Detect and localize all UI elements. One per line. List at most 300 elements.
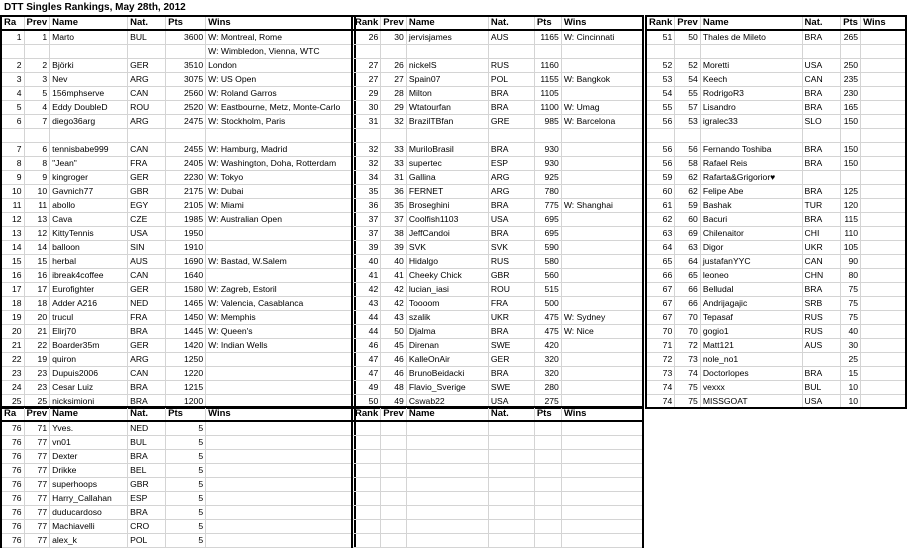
cell-pts[interactable]: 105: [841, 240, 861, 254]
cell-nat[interactable]: CAN: [128, 366, 166, 380]
cell-pts[interactable]: 1200: [166, 394, 206, 408]
cell-pts[interactable]: 265: [841, 30, 861, 44]
column-header-nat[interactable]: Nat.: [802, 16, 841, 30]
cell-name[interactable]: Drikke: [50, 463, 128, 477]
cell-rank[interactable]: 46: [352, 338, 381, 352]
cell-nat[interactable]: ESP: [488, 156, 534, 170]
cell-name[interactable]: Elirj70: [50, 324, 128, 338]
cell-nat[interactable]: [802, 44, 841, 58]
cell-prev[interactable]: 33: [381, 142, 407, 156]
cell-rank[interactable]: [352, 491, 381, 505]
cell-nat[interactable]: BRA: [802, 86, 841, 100]
cell-name[interactable]: [406, 128, 488, 142]
cell-nat[interactable]: [128, 44, 166, 58]
cell-pts[interactable]: 5: [166, 421, 206, 435]
cell-rank[interactable]: 29: [352, 86, 381, 100]
cell-wins[interactable]: [561, 449, 643, 463]
cell-name[interactable]: Matt121: [700, 338, 802, 352]
cell-rank[interactable]: 27: [352, 58, 381, 72]
cell-wins[interactable]: [561, 519, 643, 533]
cell-rank[interactable]: 7: [1, 142, 24, 156]
cell-rank[interactable]: 37: [352, 226, 381, 240]
cell-name[interactable]: alex_k: [50, 533, 128, 547]
cell-prev[interactable]: 62: [675, 184, 701, 198]
cell-rank[interactable]: 39: [352, 240, 381, 254]
cell-rank[interactable]: 25: [1, 394, 24, 408]
cell-wins[interactable]: W: Zagreb, Estoril: [206, 282, 355, 296]
cell-pts[interactable]: 1580: [166, 282, 206, 296]
cell-prev[interactable]: 4: [24, 100, 50, 114]
cell-wins[interactable]: [206, 240, 355, 254]
cell-prev[interactable]: 52: [675, 58, 701, 72]
cell-prev[interactable]: 56: [675, 142, 701, 156]
column-header-prev[interactable]: Prev: [675, 16, 701, 30]
cell-pts[interactable]: 1215: [166, 380, 206, 394]
cell-name[interactable]: [406, 519, 488, 533]
cell-prev[interactable]: [381, 477, 407, 491]
cell-wins[interactable]: [561, 240, 643, 254]
cell-wins[interactable]: [861, 380, 906, 394]
cell-rank[interactable]: [646, 44, 675, 58]
cell-pts[interactable]: 1465: [166, 296, 206, 310]
cell-pts[interactable]: 925: [534, 170, 561, 184]
cell-name[interactable]: [406, 44, 488, 58]
cell-pts[interactable]: 5: [166, 463, 206, 477]
cell-name[interactable]: Digor: [700, 240, 802, 254]
cell-prev[interactable]: 18: [24, 296, 50, 310]
cell-nat[interactable]: USA: [128, 226, 166, 240]
cell-wins[interactable]: W: Washington, Doha, Rotterdam: [206, 156, 355, 170]
cell-rank[interactable]: 15: [1, 254, 24, 268]
column-header-prev[interactable]: Prev: [381, 407, 407, 421]
cell-prev[interactable]: 17: [24, 282, 50, 296]
cell-nat[interactable]: [128, 128, 166, 142]
cell-name[interactable]: quiron: [50, 352, 128, 366]
cell-nat[interactable]: BRA: [802, 30, 841, 44]
cell-prev[interactable]: 3: [24, 72, 50, 86]
cell-nat[interactable]: TUR: [802, 198, 841, 212]
cell-name[interactable]: Cswab22: [406, 394, 488, 408]
cell-prev[interactable]: 77: [24, 519, 50, 533]
cell-wins[interactable]: [561, 463, 643, 477]
cell-nat[interactable]: BRA: [802, 142, 841, 156]
cell-name[interactable]: Gavnich77: [50, 184, 128, 198]
cell-prev[interactable]: 26: [381, 58, 407, 72]
cell-pts[interactable]: 110: [841, 226, 861, 240]
cell-prev[interactable]: 30: [381, 30, 407, 44]
cell-pts[interactable]: 780: [534, 184, 561, 198]
cell-pts[interactable]: 1445: [166, 324, 206, 338]
cell-name[interactable]: vexxx: [700, 380, 802, 394]
cell-name[interactable]: 156mphserve: [50, 86, 128, 100]
cell-prev[interactable]: 28: [381, 86, 407, 100]
cell-pts[interactable]: 985: [534, 114, 561, 128]
cell-prev[interactable]: 35: [381, 198, 407, 212]
cell-rank[interactable]: 67: [646, 282, 675, 296]
cell-wins[interactable]: [861, 338, 906, 352]
cell-rank[interactable]: 63: [646, 226, 675, 240]
column-header-wins[interactable]: Wins: [561, 16, 643, 30]
cell-rank[interactable]: 76: [1, 421, 24, 435]
cell-name[interactable]: duducardoso: [50, 505, 128, 519]
cell-pts[interactable]: 2230: [166, 170, 206, 184]
column-header-name[interactable]: Name: [700, 16, 802, 30]
cell-pts[interactable]: 125: [841, 184, 861, 198]
cell-name[interactable]: Adder A216: [50, 296, 128, 310]
cell-name[interactable]: "Jean": [50, 156, 128, 170]
cell-rank[interactable]: 14: [1, 240, 24, 254]
cell-wins[interactable]: [861, 156, 906, 170]
cell-prev[interactable]: 70: [675, 310, 701, 324]
column-header-wins[interactable]: Wins: [561, 407, 643, 421]
cell-wins[interactable]: W: Roland Garros: [206, 86, 355, 100]
cell-name[interactable]: diego36arg: [50, 114, 128, 128]
cell-name[interactable]: Doctorlopes: [700, 366, 802, 380]
cell-rank[interactable]: 22: [1, 352, 24, 366]
cell-pts[interactable]: 590: [534, 240, 561, 254]
cell-prev[interactable]: 65: [675, 268, 701, 282]
cell-wins[interactable]: [206, 519, 355, 533]
cell-prev[interactable]: 7: [24, 114, 50, 128]
cell-rank[interactable]: [1, 44, 24, 58]
column-header-pts[interactable]: Pts: [166, 407, 206, 421]
cell-wins[interactable]: [861, 30, 906, 44]
cell-pts[interactable]: 475: [534, 324, 561, 338]
cell-prev[interactable]: 59: [675, 198, 701, 212]
cell-name[interactable]: [700, 128, 802, 142]
cell-name[interactable]: jervisjames: [406, 30, 488, 44]
cell-pts[interactable]: 5: [166, 491, 206, 505]
cell-prev[interactable]: [381, 128, 407, 142]
cell-prev[interactable]: 31: [381, 170, 407, 184]
cell-prev[interactable]: 64: [675, 254, 701, 268]
cell-name[interactable]: [50, 44, 128, 58]
cell-wins[interactable]: W: Umag: [561, 100, 643, 114]
cell-wins[interactable]: [561, 338, 643, 352]
cell-name[interactable]: Bashak: [700, 198, 802, 212]
cell-pts[interactable]: 120: [841, 198, 861, 212]
cell-wins[interactable]: W: Indian Wells: [206, 338, 355, 352]
cell-nat[interactable]: ARG: [128, 72, 166, 86]
cell-pts[interactable]: [534, 435, 561, 449]
cell-nat[interactable]: BRA: [488, 324, 534, 338]
cell-prev[interactable]: [381, 449, 407, 463]
cell-pts[interactable]: [841, 128, 861, 142]
cell-rank[interactable]: 49: [352, 380, 381, 394]
cell-rank[interactable]: 6: [1, 114, 24, 128]
cell-rank[interactable]: 20: [1, 324, 24, 338]
cell-prev[interactable]: [675, 44, 701, 58]
cell-prev[interactable]: 14: [24, 240, 50, 254]
cell-pts[interactable]: 1155: [534, 72, 561, 86]
cell-pts[interactable]: 1220: [166, 366, 206, 380]
cell-wins[interactable]: [861, 100, 906, 114]
cell-rank[interactable]: 1: [1, 30, 24, 44]
cell-pts[interactable]: [841, 170, 861, 184]
cell-nat[interactable]: BRA: [128, 449, 166, 463]
cell-wins[interactable]: [206, 226, 355, 240]
cell-wins[interactable]: [561, 282, 643, 296]
cell-wins[interactable]: [206, 449, 355, 463]
cell-nat[interactable]: AUS: [802, 338, 841, 352]
cell-wins[interactable]: [861, 296, 906, 310]
cell-pts[interactable]: 1420: [166, 338, 206, 352]
cell-prev[interactable]: 53: [675, 114, 701, 128]
cell-rank[interactable]: 24: [1, 380, 24, 394]
cell-nat[interactable]: [488, 44, 534, 58]
cell-rank[interactable]: 32: [352, 142, 381, 156]
cell-prev[interactable]: 13: [24, 212, 50, 226]
cell-name[interactable]: Bacuri: [700, 212, 802, 226]
cell-name[interactable]: FERNET: [406, 184, 488, 198]
cell-prev[interactable]: 1: [24, 30, 50, 44]
column-header-wins[interactable]: Wins: [206, 407, 355, 421]
cell-nat[interactable]: SRB: [802, 296, 841, 310]
cell-nat[interactable]: [802, 170, 841, 184]
cell-prev[interactable]: 19: [24, 352, 50, 366]
cell-wins[interactable]: [861, 128, 906, 142]
cell-name[interactable]: [406, 435, 488, 449]
cell-nat[interactable]: [488, 435, 534, 449]
cell-pts[interactable]: [166, 44, 206, 58]
cell-name[interactable]: [700, 44, 802, 58]
cell-wins[interactable]: [561, 352, 643, 366]
cell-nat[interactable]: [488, 491, 534, 505]
cell-pts[interactable]: 560: [534, 268, 561, 282]
cell-prev[interactable]: 48: [381, 380, 407, 394]
cell-prev[interactable]: 23: [24, 380, 50, 394]
cell-pts[interactable]: 90: [841, 254, 861, 268]
cell-pts[interactable]: 1160: [534, 58, 561, 72]
cell-rank[interactable]: [352, 435, 381, 449]
cell-rank[interactable]: [352, 128, 381, 142]
cell-pts[interactable]: 420: [534, 338, 561, 352]
cell-nat[interactable]: BUL: [802, 380, 841, 394]
cell-name[interactable]: tennisbabe999: [50, 142, 128, 156]
cell-name[interactable]: Belludal: [700, 282, 802, 296]
cell-nat[interactable]: [802, 352, 841, 366]
cell-name[interactable]: [406, 505, 488, 519]
cell-name[interactable]: szalik: [406, 310, 488, 324]
cell-wins[interactable]: [561, 226, 643, 240]
cell-rank[interactable]: 9: [1, 170, 24, 184]
cell-wins[interactable]: [861, 394, 906, 408]
cell-prev[interactable]: 77: [24, 477, 50, 491]
cell-prev[interactable]: 55: [675, 86, 701, 100]
cell-wins[interactable]: W: US Open: [206, 72, 355, 86]
cell-rank[interactable]: 23: [1, 366, 24, 380]
cell-nat[interactable]: [488, 477, 534, 491]
cell-pts[interactable]: 5: [166, 449, 206, 463]
cell-pts[interactable]: [534, 128, 561, 142]
cell-rank[interactable]: 32: [352, 156, 381, 170]
cell-name[interactable]: [406, 463, 488, 477]
cell-name[interactable]: Björki: [50, 58, 128, 72]
column-header-pts[interactable]: Pts: [534, 407, 561, 421]
cell-rank[interactable]: 52: [646, 58, 675, 72]
cell-pts[interactable]: [534, 491, 561, 505]
cell-nat[interactable]: FRA: [128, 310, 166, 324]
column-header-name[interactable]: Name: [406, 407, 488, 421]
cell-wins[interactable]: [206, 491, 355, 505]
cell-pts[interactable]: 5: [166, 435, 206, 449]
column-header-pts[interactable]: Pts: [534, 16, 561, 30]
cell-pts[interactable]: 1640: [166, 268, 206, 282]
cell-rank[interactable]: 37: [352, 212, 381, 226]
cell-rank[interactable]: 12: [1, 212, 24, 226]
cell-wins[interactable]: W: Barcelona: [561, 114, 643, 128]
cell-nat[interactable]: [488, 519, 534, 533]
column-header-rank[interactable]: Ra: [1, 16, 24, 30]
cell-pts[interactable]: 250: [841, 58, 861, 72]
cell-prev[interactable]: 33: [381, 156, 407, 170]
cell-name[interactable]: Moretti: [700, 58, 802, 72]
cell-name[interactable]: Boarder35m: [50, 338, 128, 352]
cell-prev[interactable]: 21: [24, 324, 50, 338]
cell-nat[interactable]: ROU: [128, 100, 166, 114]
cell-name[interactable]: Fernando Toshiba: [700, 142, 802, 156]
cell-pts[interactable]: 2105: [166, 198, 206, 212]
cell-prev[interactable]: 12: [24, 226, 50, 240]
cell-pts[interactable]: 2455: [166, 142, 206, 156]
cell-nat[interactable]: [488, 421, 534, 435]
cell-pts[interactable]: 320: [534, 366, 561, 380]
cell-name[interactable]: leoneo: [700, 268, 802, 282]
cell-rank[interactable]: 13: [1, 226, 24, 240]
cell-wins[interactable]: W: Montreal, Rome: [206, 30, 355, 44]
cell-name[interactable]: justafanYYC: [700, 254, 802, 268]
cell-pts[interactable]: 165: [841, 100, 861, 114]
cell-name[interactable]: Machiavelli: [50, 519, 128, 533]
cell-pts[interactable]: 1250: [166, 352, 206, 366]
cell-prev[interactable]: [381, 519, 407, 533]
cell-nat[interactable]: USA: [488, 394, 534, 408]
cell-prev[interactable]: [381, 44, 407, 58]
cell-rank[interactable]: 73: [646, 366, 675, 380]
cell-nat[interactable]: BRA: [802, 156, 841, 170]
cell-pts[interactable]: 3600: [166, 30, 206, 44]
cell-wins[interactable]: [861, 86, 906, 100]
cell-name[interactable]: lucian_iasi: [406, 282, 488, 296]
cell-prev[interactable]: 66: [675, 296, 701, 310]
cell-prev[interactable]: 38: [381, 226, 407, 240]
cell-nat[interactable]: BRA: [802, 100, 841, 114]
cell-wins[interactable]: [861, 198, 906, 212]
cell-wins[interactable]: [561, 435, 643, 449]
cell-nat[interactable]: NED: [128, 421, 166, 435]
cell-wins[interactable]: [561, 254, 643, 268]
cell-wins[interactable]: W: Bastad, W.Salem: [206, 254, 355, 268]
cell-rank[interactable]: 74: [646, 394, 675, 408]
cell-name[interactable]: Cesar Luiz: [50, 380, 128, 394]
column-header-wins[interactable]: Wins: [861, 16, 906, 30]
cell-pts[interactable]: 275: [534, 394, 561, 408]
cell-pts[interactable]: 515: [534, 282, 561, 296]
cell-nat[interactable]: BRA: [128, 380, 166, 394]
cell-nat[interactable]: ARG: [488, 170, 534, 184]
cell-rank[interactable]: 47: [352, 366, 381, 380]
cell-rank[interactable]: [352, 519, 381, 533]
cell-nat[interactable]: RUS: [802, 310, 841, 324]
cell-wins[interactable]: [561, 296, 643, 310]
cell-nat[interactable]: ARG: [128, 114, 166, 128]
cell-prev[interactable]: [381, 505, 407, 519]
cell-nat[interactable]: GER: [128, 338, 166, 352]
cell-name[interactable]: Yves.: [50, 421, 128, 435]
cell-name[interactable]: [406, 421, 488, 435]
cell-wins[interactable]: [561, 86, 643, 100]
cell-prev[interactable]: 15: [24, 254, 50, 268]
cell-name[interactable]: vn01: [50, 435, 128, 449]
cell-rank[interactable]: [352, 421, 381, 435]
cell-wins[interactable]: [861, 352, 906, 366]
cell-wins[interactable]: [861, 282, 906, 296]
cell-name[interactable]: nickelS: [406, 58, 488, 72]
cell-nat[interactable]: SWE: [488, 380, 534, 394]
cell-pts[interactable]: 320: [534, 352, 561, 366]
column-header-prev[interactable]: Prev: [381, 16, 407, 30]
cell-rank[interactable]: 76: [1, 463, 24, 477]
cell-wins[interactable]: [206, 366, 355, 380]
cell-rank[interactable]: 16: [1, 268, 24, 282]
cell-nat[interactable]: GER: [128, 170, 166, 184]
cell-nat[interactable]: FRA: [128, 156, 166, 170]
cell-name[interactable]: Coolfish1103: [406, 212, 488, 226]
cell-wins[interactable]: [206, 533, 355, 547]
cell-prev[interactable]: 37: [381, 212, 407, 226]
cell-name[interactable]: SVK: [406, 240, 488, 254]
cell-pts[interactable]: 930: [534, 156, 561, 170]
cell-name[interactable]: Keech: [700, 72, 802, 86]
column-header-nat[interactable]: Nat.: [488, 16, 534, 30]
cell-prev[interactable]: 16: [24, 268, 50, 282]
cell-rank[interactable]: 56: [646, 114, 675, 128]
cell-nat[interactable]: BRA: [802, 366, 841, 380]
cell-wins[interactable]: [861, 212, 906, 226]
cell-nat[interactable]: [488, 505, 534, 519]
cell-pts[interactable]: [534, 519, 561, 533]
cell-wins[interactable]: [861, 324, 906, 338]
cell-prev[interactable]: 9: [24, 170, 50, 184]
cell-name[interactable]: Broseghini: [406, 198, 488, 212]
cell-wins[interactable]: W: Wimbledon, Vienna, WTC: [206, 44, 355, 58]
cell-nat[interactable]: GER: [128, 282, 166, 296]
cell-rank[interactable]: 55: [646, 100, 675, 114]
cell-pts[interactable]: 1690: [166, 254, 206, 268]
cell-wins[interactable]: [561, 142, 643, 156]
cell-rank[interactable]: 67: [646, 310, 675, 324]
cell-rank[interactable]: 3: [1, 72, 24, 86]
cell-name[interactable]: kingroger: [50, 170, 128, 184]
cell-wins[interactable]: [861, 268, 906, 282]
cell-rank[interactable]: 44: [352, 310, 381, 324]
cell-name[interactable]: Thales de Mileto: [700, 30, 802, 44]
cell-nat[interactable]: ARG: [128, 352, 166, 366]
cell-wins[interactable]: [206, 380, 355, 394]
cell-prev[interactable]: 73: [675, 352, 701, 366]
cell-nat[interactable]: ARG: [488, 184, 534, 198]
cell-rank[interactable]: 65: [646, 254, 675, 268]
column-header-nat[interactable]: Nat.: [488, 407, 534, 421]
cell-name[interactable]: Flavio_Sverige: [406, 380, 488, 394]
cell-nat[interactable]: RUS: [488, 254, 534, 268]
cell-pts[interactable]: 580: [534, 254, 561, 268]
cell-nat[interactable]: ESP: [128, 491, 166, 505]
cell-nat[interactable]: BRA: [488, 198, 534, 212]
cell-rank[interactable]: 44: [352, 324, 381, 338]
cell-prev[interactable]: 77: [24, 505, 50, 519]
cell-wins[interactable]: [561, 212, 643, 226]
